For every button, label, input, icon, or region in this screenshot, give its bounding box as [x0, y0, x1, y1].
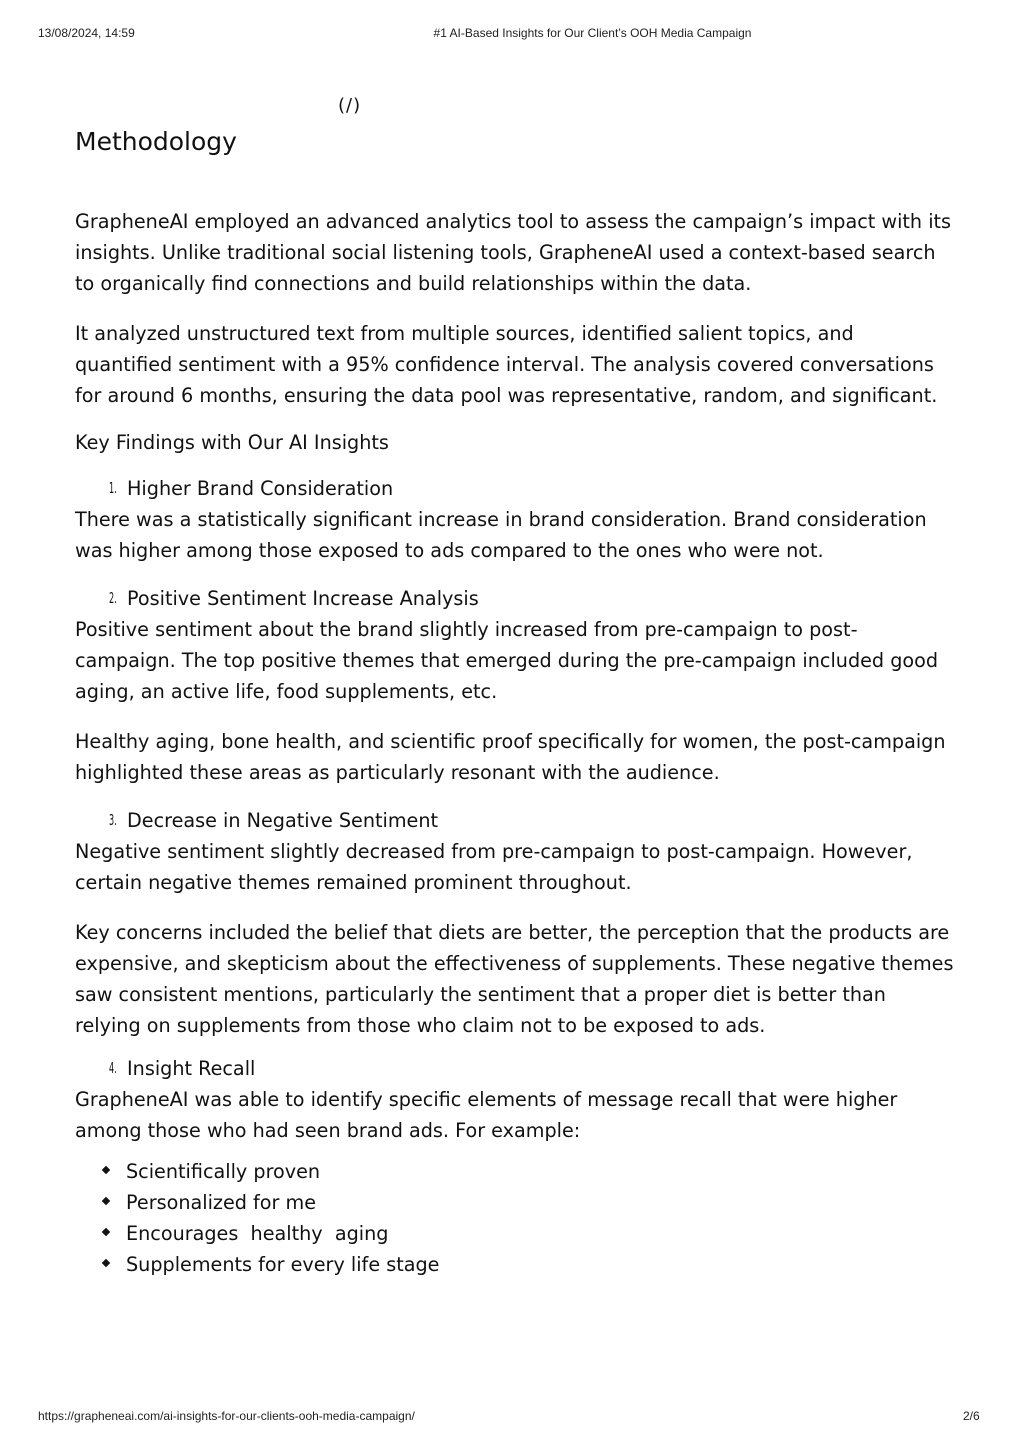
intro-paragraph: GrapheneAI employed an advanced analytics tool to assess the campaign’s impact with its insights. Unlike traditional social listening tools, GrapheneAI used a context-based search to organically find connections and build relationships within the data. [75, 210, 952, 295]
finding-body: Negative sentiment slightly decreased from pre-campaign to post-campaign. However, certain negative themes remained prominent throughout. [75, 840, 913, 894]
section-heading: Methodology [75, 127, 237, 156]
finding-number: 1. [109, 479, 117, 497]
list-item: Encourages healthy aging [75, 1218, 955, 1249]
finding-body: Healthy aging, bone health, and scientific proof specifically for women, the post-campaign highlighted these areas as particularly resonant with the audience. [75, 730, 946, 784]
article-body [75, 206, 955, 1280]
list-item: Scientifically proven [75, 1156, 955, 1187]
finding-item [75, 1053, 955, 1146]
list-item: Personalized for me [75, 1187, 955, 1218]
print-header [0, 26, 1024, 42]
bullet-icon [102, 1228, 110, 1236]
print-url: https://grapheneai.com/ai-insights-for-our-clients-ooh-media-campaign/ [38, 1409, 415, 1423]
print-page-title: #1 AI-Based Insights for Our Client’s OOH Media Campaign [433, 26, 752, 40]
key-findings-title: Key Findings with Our AI Insights [75, 431, 389, 454]
finding-title: 4. Insight Recall [75, 1053, 955, 1084]
finding-item [75, 583, 955, 788]
finding-number: 2. [109, 589, 117, 607]
finding-body: There was a statistically significant increase in brand consideration. Brand consideration was higher among those exposed to ads compared to the ones who were not. [75, 508, 927, 562]
recall-examples-list [75, 1156, 955, 1280]
finding-number: 4. [109, 1059, 117, 1077]
list-item: Supplements for every life stage [75, 1249, 955, 1280]
finding-body: GrapheneAI was able to identify specific elements of message recall that were higher among those who had seen brand ads. For example: [75, 1088, 898, 1142]
bullet-icon [102, 1259, 110, 1267]
home-logo-link[interactable]: (/) [338, 95, 362, 116]
finding-title: 3. Decrease in Negative Sentiment [75, 805, 955, 836]
finding-title: 2. Positive Sentiment Increase Analysis [75, 583, 955, 614]
finding-body: Key concerns included the belief that diets are better, the perception that the products are expensive, and skepticism about the effectiveness of supplements. These negative themes saw consistent mentions, particularly the sentiment that a proper diet is better than relying on supplements from those who claim not to be exposed to ads. [75, 921, 954, 1037]
finding-item [75, 805, 955, 1041]
bullet-icon [102, 1166, 110, 1174]
finding-title: 1. Higher Brand Consideration [75, 473, 955, 504]
finding-body: Positive sentiment about the brand slightly increased from pre-campaign to post-campaign. The top positive themes that emerged during the pre-campaign included good aging, an active life, food supplements, etc. [75, 618, 939, 703]
page-number: 2/6 [963, 1409, 980, 1423]
print-datetime: 13/08/2024, 14:59 [38, 26, 135, 40]
finding-item [75, 473, 955, 566]
bullet-icon [102, 1197, 110, 1205]
intro-paragraph: It analyzed unstructured text from multiple sources, identified salient topics, and quantified sentiment with a 95% confidence interval. The analysis covered conversations for around 6 months, ensuring the data pool was representative, random, and significant. [75, 322, 938, 407]
finding-number: 3. [109, 811, 117, 829]
